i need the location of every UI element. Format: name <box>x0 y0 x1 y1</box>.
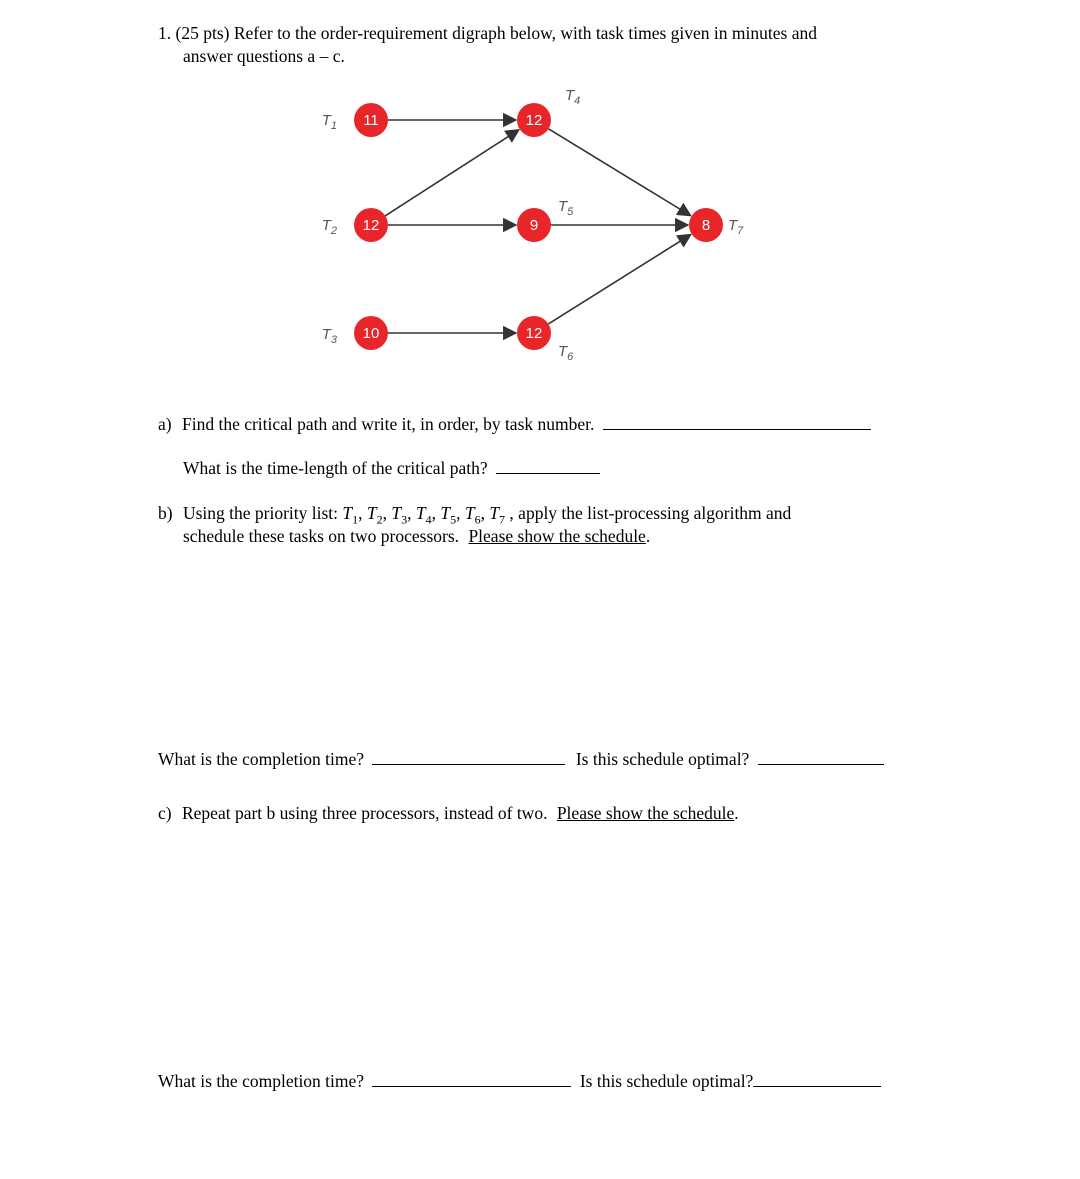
edge-t2-t4 <box>385 130 519 216</box>
part-c-optimal-question: Is this schedule optimal? <box>579 1071 754 1091</box>
part-c-answers <box>158 1070 881 1093</box>
task-node-t1 <box>322 103 388 137</box>
priority-item: $T_4$ <box>415 503 432 527</box>
task-label: $T_2$ <box>321 217 337 237</box>
priority-item: $T_1$ <box>342 503 359 527</box>
part-a-text: Find the critical path and write it, in order, by task number. <box>181 414 595 434</box>
priority-list: $T_1$, $T_2$, $T_3$, $T_4$, $T_5$, $T_6$, $T_7$ <box>342 503 506 527</box>
critical-path-answer-blank[interactable] <box>603 414 871 430</box>
priority-item: $T_5$ <box>440 503 457 527</box>
priority-item: $T_7$ <box>489 503 506 527</box>
part-b-label: b) <box>158 503 173 523</box>
task-node-t6 <box>517 316 574 363</box>
part-b-show-schedule: Please show the schedule <box>468 526 646 546</box>
question-intro: (25 pts) Refer to the order-requirement digraph below, with task times given in minutes and <box>175 23 817 43</box>
part-b-line-2: schedule these tasks on two processors. Please show the schedule. <box>183 526 651 546</box>
task-node-t3 <box>322 316 388 350</box>
part-b-answers <box>158 748 884 771</box>
part-a-line <box>158 413 871 436</box>
part-a-label: a) <box>158 414 172 434</box>
task-label: $T_1$ <box>321 112 337 132</box>
task-time: 9 <box>529 217 539 234</box>
part-b-optimal-question: Is this schedule optimal? <box>575 749 750 769</box>
task-time: 12 <box>362 217 380 234</box>
task-time: 12 <box>525 112 543 129</box>
part-c-completion-question: What is the completion time? <box>158 1071 365 1091</box>
part-c-completion-blank[interactable] <box>372 1071 571 1087</box>
order-requirement-digraph <box>0 0 1080 400</box>
part-b-suffix: , apply the list-processing algorithm and <box>509 503 792 523</box>
task-node-t2 <box>322 208 388 242</box>
question-number: 1. <box>158 23 172 43</box>
edge-t4-t7 <box>549 129 691 216</box>
part-a-followup-line <box>183 457 600 480</box>
part-b-line2: schedule these tasks on two processors. <box>183 526 460 546</box>
priority-item: $T_3$ <box>391 503 408 527</box>
task-time: 11 <box>363 112 379 129</box>
task-label: $T_4$ <box>565 87 581 107</box>
task-label: $T_6$ <box>558 343 574 363</box>
part-c-text: Repeat part b using three processors, instead of two. <box>181 803 548 823</box>
task-time: 8 <box>701 217 711 234</box>
priority-item: $T_6$ <box>464 503 481 527</box>
critical-path-length-blank[interactable] <box>496 458 600 474</box>
part-c-show-schedule: Please show the schedule <box>556 803 735 823</box>
priority-item: $T_2$ <box>366 503 383 527</box>
part-c-label: c) <box>158 803 172 823</box>
task-time: 10 <box>362 325 380 342</box>
task-time: 12 <box>525 325 543 342</box>
task-node-t5 <box>517 198 574 242</box>
task-node-t7 <box>689 208 744 242</box>
part-c-line: c) Repeat part b using three processors, instead of two. Please show the schedule. <box>158 803 739 823</box>
part-a-followup: What is the time-length of the critical path? <box>183 458 488 478</box>
question-line-2: answer questions a – c. <box>183 46 345 66</box>
part-b-completion-blank[interactable] <box>372 749 565 765</box>
part-b-completion-question: What is the completion time? <box>158 749 365 769</box>
edge-t6-t7 <box>548 235 690 324</box>
part-b-prefix: Using the priority list: <box>182 503 339 523</box>
part-b-optimal-blank[interactable] <box>758 749 884 765</box>
task-label: $T_3$ <box>321 326 337 346</box>
task-label: $T_7$ <box>728 217 744 237</box>
task-label: $T_5$ <box>558 198 574 218</box>
part-c-optimal-blank[interactable] <box>753 1071 881 1087</box>
